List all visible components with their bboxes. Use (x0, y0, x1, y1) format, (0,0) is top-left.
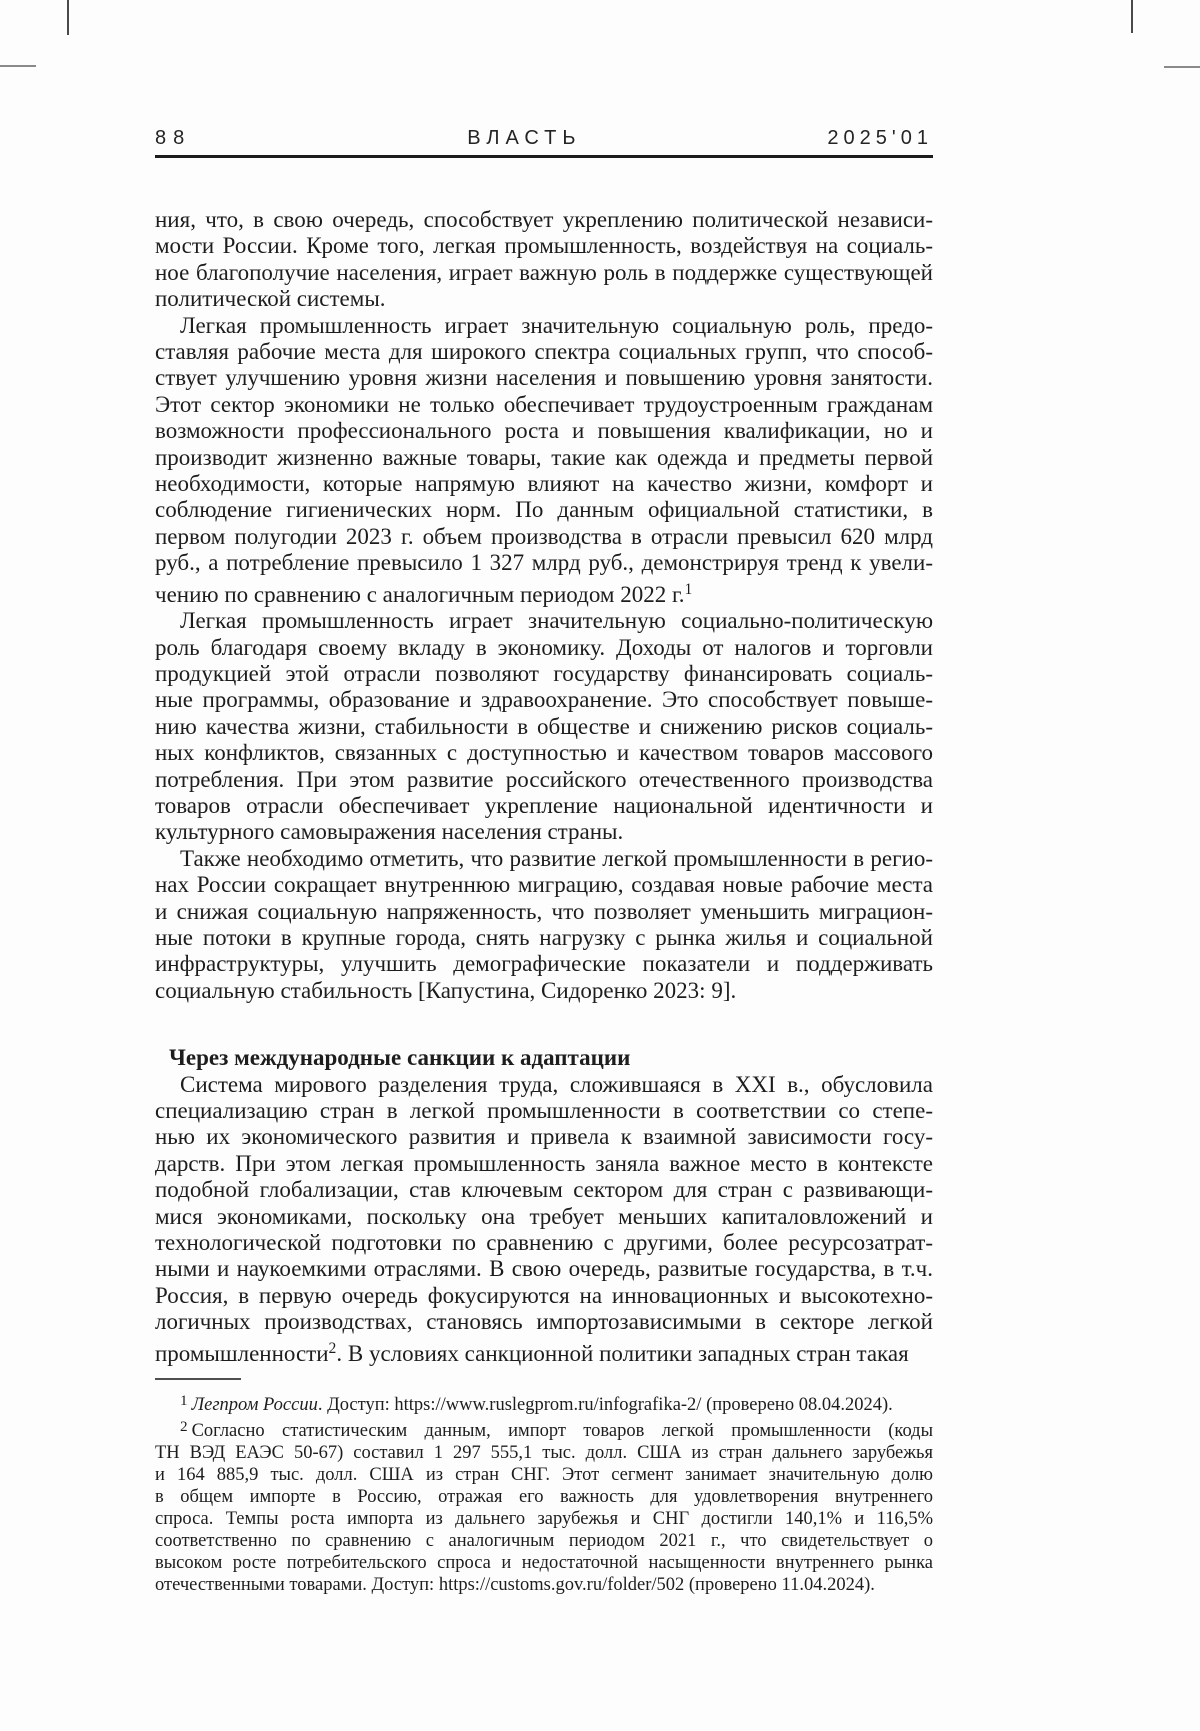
text-segment: чению по сравнению с аналогичным периодом 2022 г. (155, 581, 685, 607)
text-line: Россия, в первую очередь фокусируются на инновационных и высокотехно- (155, 1282, 933, 1308)
text-line: социальную стабильность [Капустина, Сидоренко 2023: 9]. (155, 977, 737, 1003)
text-line: технологической подготовки по сравнению с другими, более ресурсозатрат- (155, 1230, 933, 1256)
text-line: подобной глобализации, став ключевым сектором для стран с развивающи- (155, 1177, 933, 1203)
text-line: мися экономиками, поскольку она требует меньших капиталовложений и (155, 1203, 933, 1229)
text-line: дарств. При этом легкая промышленность заняла важное место в контексте (155, 1150, 933, 1176)
text-line (155, 577, 933, 608)
running-head (155, 127, 933, 155)
text-line: ния, что, в свою очередь, способствует укреплению политической независи- (155, 207, 933, 232)
footnote-line (155, 1416, 933, 1442)
text-line: политической системы. (155, 286, 386, 312)
footnote-line (155, 1390, 933, 1416)
footnote-reference-2: 2 (328, 1339, 337, 1357)
footnote-text: Согласно статистическим данным, импорт товаров легкой промышленности (коды (191, 1421, 933, 1442)
text-line: Легкая промышленность играет значительную социально-политическую (180, 608, 933, 634)
footnote-line: соответственно по сравнению с аналогичным периодом 2021 г., что свидетельствует о (155, 1531, 933, 1552)
footnote-line: спроса. Темпы роста импорта из дальнего зарубежья и СНГ достигли 140,1% и 116,5% (155, 1509, 933, 1530)
footnote-marker-1: 1 (180, 1392, 188, 1410)
text-line: ными и наукоемкими отраслями. В свою очередь, развитые государства, в т.ч. (155, 1256, 933, 1282)
text-line: потребления. При этом развитие российского отечественного производства (155, 766, 933, 792)
text-line: ные программы, образование и здравоохранение. Это способствует повыше- (155, 687, 933, 713)
text-line: ствует улучшению уровня жизни населения и повышению уровня занятости. (155, 365, 933, 391)
text-line: роль благодаря своему вкладу в экономику. Доходы от налогов и торговли (155, 634, 933, 660)
text-line: нах России сокращает внутреннюю миграцию, создавая новые рабочие места (155, 872, 933, 898)
text-line: Легкая промышленность играет значительную социальную роль, предо- (180, 312, 933, 338)
text-line: Система мирового разделения труда, сложившаяся в XXI в., обусловила (180, 1071, 933, 1097)
footnote-line: отечественными товарами. Доступ: https://customs.gov.ru/folder/502 (проверено 11.04.2024). (155, 1575, 875, 1596)
text-line: ных конфликтов, связанных с доступностью и качеством товаров массового (155, 740, 933, 766)
journal-title: ВЛАСТЬ (467, 127, 582, 149)
text-line: и снижая социальную напряженность, что позволяет уменьшить миграцион- (155, 898, 933, 924)
page-column (155, 127, 933, 1596)
text-segment: . В условиях санкционной политики западных стран такая (336, 1340, 909, 1366)
footnote-source: Легпром России (191, 1395, 318, 1416)
footnote-separator (155, 1378, 241, 1380)
text-segment: промышленности (155, 1340, 329, 1366)
footnotes-block (155, 1378, 933, 1596)
footnote-line: в общем импорте в Россию, отражая его важность для удовлетворения внутреннего (155, 1487, 933, 1508)
text-line: возможности профессионального роста и повышения квалификации, но и (155, 418, 933, 444)
page-number: 88 (155, 127, 192, 149)
paragraph (155, 207, 933, 313)
paragraph (155, 313, 933, 608)
text-line: товаров отрасли обеспечивает укрепление национальной идентичности и (155, 792, 933, 818)
crop-mark-top-right-horizontal (1164, 66, 1200, 68)
text-line: нию качества жизни, стабильности в обществе и снижению рисков социаль- (155, 713, 933, 739)
paragraph (155, 846, 933, 1004)
text-line (155, 1336, 933, 1367)
section-heading: Через международные санкции к адаптации (169, 1045, 631, 1071)
footnote-line: высоком росте потребительского спроса и недостаточной насыщенности внутреннего рынка (155, 1553, 933, 1574)
footnote-text: . Доступ: https://www.ruslegprom.ru/infografika-2/ (проверено 08.04.2024). (317, 1395, 893, 1416)
text-line: логичных производствах, становясь импортозависимыми в секторе легкой (155, 1309, 933, 1335)
text-line: продукцией этой отрасли позволяют государству финансировать социаль- (155, 660, 933, 686)
text-line: производит жизненно важные товары, такие как одежда и предметы первой (155, 444, 933, 470)
text-line: соблюдение гигиенических норм. По данным официальной статистики, в (155, 497, 933, 523)
issue-number: 2025'01 (827, 127, 933, 149)
footnote-line: ТН ВЭД ЕАЭС 50-67) составил 1 297 555,1 тыс. долл. США из стран дальнего зарубежья (155, 1443, 933, 1464)
footnote-marker-2: 2 (180, 1418, 188, 1436)
text-line: Этот сектор экономики не только обеспечивает трудоустроенным гражданам (155, 391, 933, 417)
text-line: ное благополучие населения, играет важную роль в поддержке существующей (155, 259, 933, 285)
crop-mark-top-right-vertical (1131, 0, 1133, 33)
footnote-reference-1: 1 (684, 580, 693, 598)
footnote-line: и 164 885,9 тыс. долл. США из стран СНГ. Этот сегмент занимает значительную долю (155, 1465, 933, 1486)
text-line: культурного самовыражения населения страны. (155, 819, 624, 845)
text-line: необходимости, которые напрямую влияют на качество жизни, комфорт и (155, 471, 933, 497)
text-line: Также необходимо отметить, что развитие легкой промышленности в регио- (180, 845, 933, 871)
text-line: первом полугодии 2023 г. объем производства в отрасли превысил 620 млрд (155, 523, 933, 549)
paragraph (155, 1072, 933, 1367)
paragraph (155, 608, 933, 846)
text-line: ные потоки в крупные города, снять нагрузку с рынка жилья и социальной (155, 924, 933, 950)
text-line: специализацию стран в легкой промышленности в соответствии со степе- (155, 1098, 933, 1123)
crop-mark-top-left-vertical (67, 0, 69, 35)
header-rule (155, 155, 933, 158)
article-body (155, 207, 933, 1367)
text-line: ставляя рабочие места для широкого спектра социальных групп, что способ- (155, 339, 933, 365)
text-line: нью их экономического развития и привела к взаимной зависимости госу- (155, 1124, 933, 1150)
footnote-1 (155, 1390, 933, 1416)
text-line: инфраструктуры, улучшить демографические показатели и поддерживать (155, 951, 933, 977)
text-line: руб., а потребление превысило 1 327 млрд руб., демонстрируя тренд к увели- (155, 550, 933, 576)
footnote-2 (155, 1416, 933, 1596)
crop-mark-top-left-horizontal (0, 65, 36, 67)
text-line: мости России. Кроме того, легкая промышленность, воздействуя на социаль- (155, 233, 933, 259)
